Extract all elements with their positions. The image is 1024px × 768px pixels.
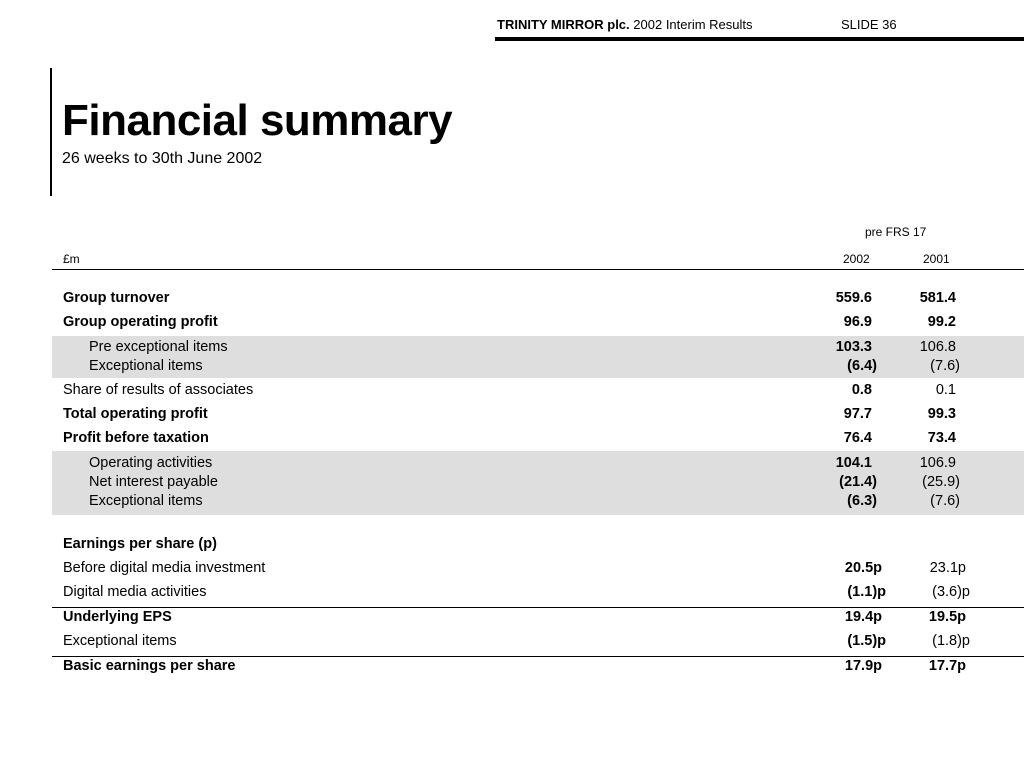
row-label: Total operating profit	[63, 406, 208, 422]
value-2001: (7.6)	[930, 358, 960, 374]
row-label: Digital media activities	[63, 584, 207, 600]
slide-number: SLIDE 36	[841, 17, 897, 32]
row-label: Net interest payable	[89, 474, 218, 490]
value-2001: 106.9	[919, 455, 956, 471]
value-2002: (21.4)	[839, 474, 877, 490]
row-label: Exceptional items	[89, 493, 203, 509]
value-2002: (1.5)p	[847, 633, 886, 649]
value-2002: 103.3	[835, 339, 872, 355]
value-2001: 17.7p	[928, 658, 966, 674]
value-2002: 104.1	[835, 455, 872, 471]
header-rule	[495, 37, 1024, 41]
value-2001: 23.1p	[929, 560, 966, 576]
value-2002: 19.4p	[844, 609, 882, 625]
column-header-2001: 2001	[923, 252, 950, 266]
value-2001: (3.6)p	[932, 584, 970, 600]
value-2001: 106.8	[919, 339, 956, 355]
table-header-rule	[52, 269, 1024, 270]
row-label: Pre exceptional items	[89, 339, 228, 355]
row-label: Before digital media investment	[63, 560, 266, 576]
row-label: Operating activities	[89, 455, 213, 471]
value-2001: 99.2	[927, 314, 956, 330]
value-2002: 17.9p	[844, 658, 882, 674]
row-label: Profit before taxation	[63, 430, 209, 446]
report-name: 2002 Interim Results	[633, 17, 753, 32]
row-label: Exceptional items	[89, 358, 203, 374]
value-2001: (1.8)p	[932, 633, 970, 649]
value-2001: 99.3	[927, 406, 956, 422]
value-2002: 20.5p	[844, 560, 882, 576]
value-2002: (6.4)	[847, 358, 877, 374]
value-2002: (6.3)	[847, 493, 877, 509]
company-name: TRINITY MIRROR plc.	[497, 17, 630, 32]
value-2002: (1.1)p	[847, 584, 886, 600]
unit-label: £m	[63, 252, 80, 266]
row-label: Underlying EPS	[63, 609, 172, 625]
row-label: Group turnover	[63, 290, 170, 306]
value-2001: 73.4	[927, 430, 956, 446]
value-2002: 0.8	[851, 382, 872, 398]
value-2002: 76.4	[843, 430, 872, 446]
value-2001: (7.6)	[930, 493, 960, 509]
slide-header	[497, 17, 753, 32]
value-2001: 19.5p	[928, 609, 966, 625]
value-2002: 96.9	[843, 314, 872, 330]
column-header-2002: 2002	[843, 252, 870, 266]
row-label: Exceptional items	[63, 633, 177, 649]
value-2001: (25.9)	[922, 474, 960, 490]
row-label: Basic earnings per share	[63, 658, 236, 674]
value-2002: 559.6	[835, 290, 872, 306]
value-2001: 581.4	[919, 290, 956, 306]
page-title: Financial summary	[62, 96, 453, 145]
title-accent-bar	[50, 68, 52, 196]
page-subtitle: 26 weeks to 30th June 2002	[62, 150, 263, 167]
value-2002: 97.7	[843, 406, 872, 422]
value-2001: 0.1	[935, 382, 956, 398]
row-label: Earnings per share (p)	[63, 536, 217, 552]
row-label: Share of results of associates	[63, 382, 254, 398]
basis-note: pre FRS 17	[865, 225, 927, 239]
row-label: Group operating profit	[63, 314, 218, 330]
